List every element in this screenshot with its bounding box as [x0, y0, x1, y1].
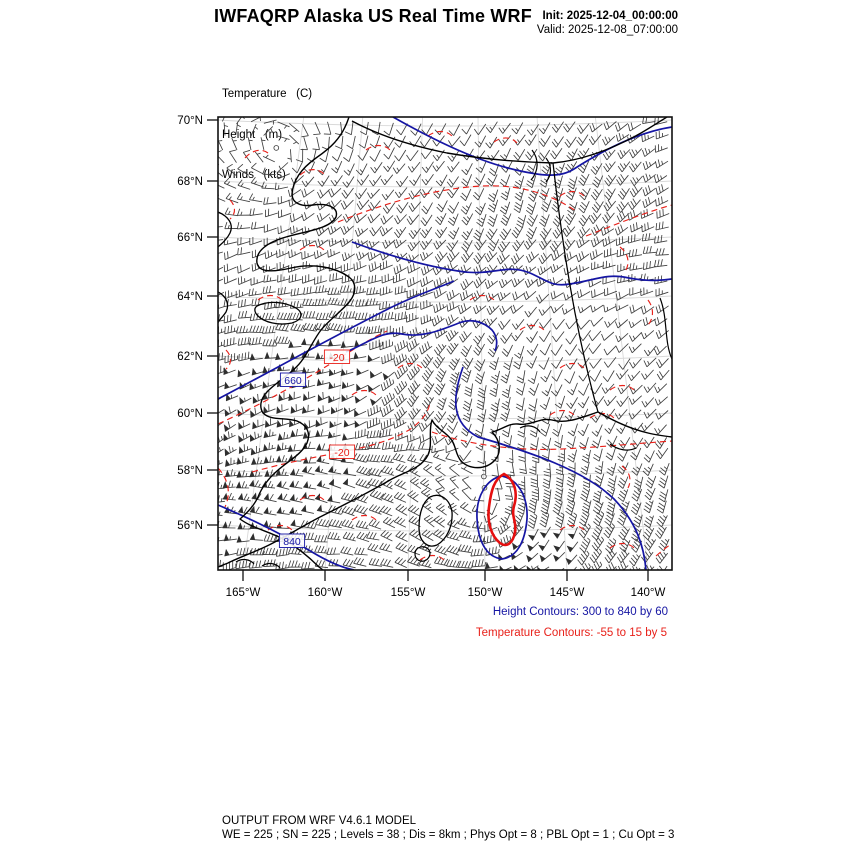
- parallel-line: [218, 181, 672, 187]
- lon-tick-label: 145°W: [549, 587, 585, 599]
- lat-tick-label: 62°N: [177, 351, 203, 363]
- parallel-line: [218, 356, 672, 362]
- lat-tick-label: 60°N: [177, 408, 203, 420]
- contour-label-value: -20: [334, 446, 350, 459]
- footer-model-line: OUTPUT FROM WRF V4.6.1 MODEL: [222, 815, 417, 827]
- temp-contour-line: [352, 516, 376, 521]
- temp-contour-line: [258, 296, 282, 301]
- field-temperature: Temperature (C): [222, 88, 313, 100]
- field-winds: Winds (kts): [222, 169, 286, 181]
- meridian-line: [595, 117, 648, 570]
- lon-tick-label: 165°W: [225, 587, 261, 599]
- model-output-footer: [222, 815, 674, 842]
- temp-contour-line: [550, 411, 574, 416]
- contour-label-value: -20: [329, 351, 345, 364]
- lat-tick-label: 66°N: [177, 232, 203, 244]
- temp-contour-line: [656, 543, 672, 556]
- footer-config-line: WE = 225 ; SN = 225 ; Levels = 38 ; Dis = 8km ; Phys Opt = 8 ; PBL Opt = 1 ; Cu Opt = 3: [222, 828, 675, 841]
- barb-feathers: [210, 112, 668, 577]
- field-height: Height (m): [222, 128, 283, 141]
- lat-tick-label: 56°N: [177, 520, 203, 532]
- barb-staffs: [210, 110, 670, 578]
- lon-tick-label: 150°W: [467, 587, 503, 599]
- lat-tick-label: 70°N: [177, 115, 203, 127]
- lon-tick-label: 155°W: [390, 587, 426, 599]
- coastline: [236, 560, 254, 564]
- lon-tick-label: 160°W: [307, 587, 343, 599]
- temp-contour-line: [300, 170, 324, 175]
- temp-contour-line: [352, 391, 376, 396]
- lon-tick-label: 140°W: [630, 587, 666, 599]
- parallel-line: [218, 237, 672, 243]
- temp-contour-legend: Temperature Contours: -55 to 15 by 5: [475, 627, 667, 639]
- height-contour-legend: Height Contours: 300 to 840 by 60: [492, 606, 668, 618]
- lat-tick-label: 64°N: [177, 291, 203, 303]
- valid-time: Valid: 2025-12-08_07:00:00: [536, 24, 678, 36]
- parallel-line: [218, 296, 672, 302]
- lat-tick-label: 68°N: [177, 176, 203, 188]
- wind-barbs: [210, 110, 670, 578]
- contour-label-value: 840: [283, 535, 301, 548]
- init-time: Init: 2025-12-04_00:00:00: [542, 10, 678, 22]
- contour-label-value: 660: [284, 374, 302, 387]
- coastline: [531, 150, 537, 180]
- plot-title: IWFAQRP Alaska US Real Time WRF: [214, 6, 532, 26]
- temp-contour-line: [432, 432, 672, 449]
- lat-tick-label: 58°N: [177, 465, 203, 477]
- meridian-line: [408, 117, 423, 570]
- temp-contour-line: [230, 200, 235, 219]
